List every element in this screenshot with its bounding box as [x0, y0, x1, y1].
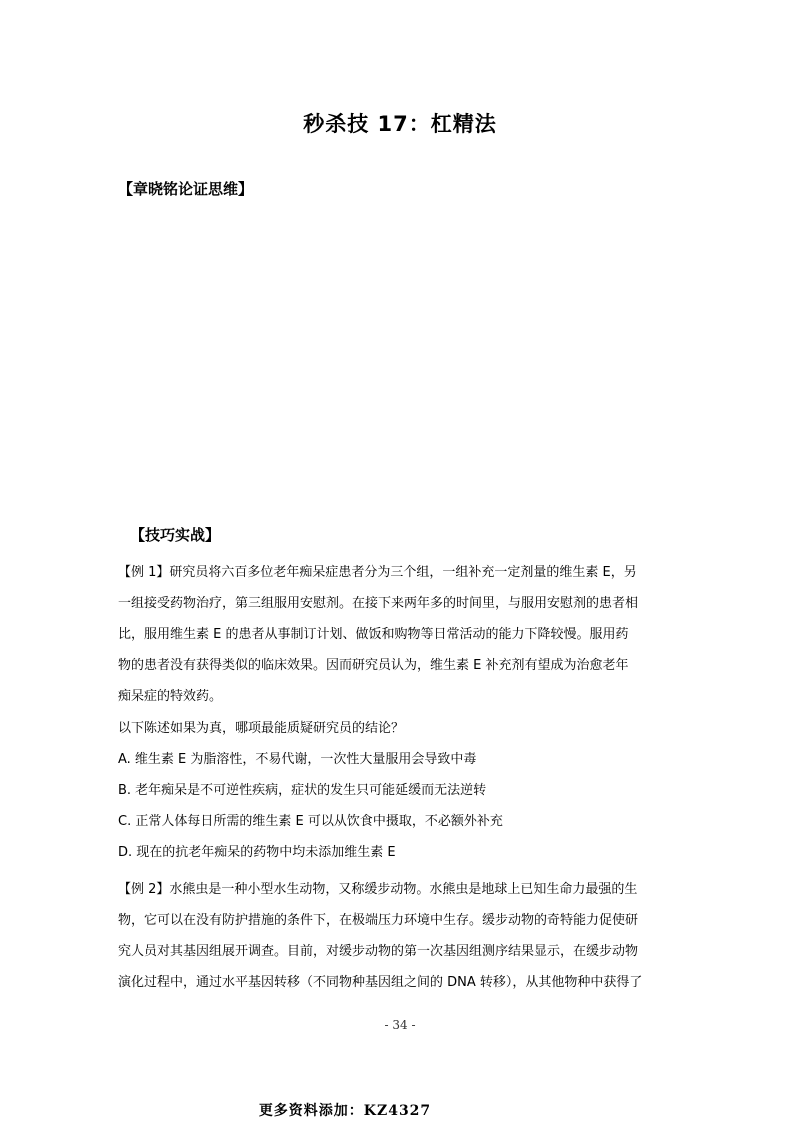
- question-text: 以下陈述如果为真，哪项最能质疑研究员的结论？: [118, 721, 405, 736]
- text-line: 比，服用维生素 E 的患者从事制订计划、做饭和购物等日常活动的能力下降较慢。服用药: [118, 627, 629, 642]
- example-1-question: [118, 713, 683, 744]
- option-c: C. 正常人体每日所需的维生素 E 可以从饮食中摄取，不必额外补充: [118, 814, 503, 829]
- text-line: 一组接受药物治疗，第三组服用安慰剂。在接下来两年多的时间里，与服用安慰剂的患者相: [118, 596, 639, 611]
- example-1-options: [118, 744, 683, 868]
- option-b: B. 老年痴呆是不可逆性疾病，症状的发生只可能延缓而无法逆转: [118, 783, 487, 798]
- page-title: 秒杀技 17：杠精法: [303, 112, 497, 136]
- option-a: A. 维生素 E 为脂溶性，不易代谢，一次性大量服用会导致中毒: [118, 752, 477, 767]
- text-line: 究人员对其基因组展开调查。目前，对缓步动物的第一次基因组测序结果显示，在缓步动物: [118, 944, 639, 959]
- footer-note: 更多资料添加：KZ4327: [258, 1103, 432, 1119]
- text-line: 【例 1】研究员将六百多位老年痴呆症患者分为三个组，一组补充一定剂量的维生素 E，另: [118, 565, 637, 580]
- page-number: - 34 -: [384, 1018, 416, 1032]
- example-2-paragraph: [118, 874, 683, 998]
- text-line: 物，它可以在没有防护措施的条件下，在极端压力环境中生存。缓步动物的奇特能力促使研: [118, 913, 639, 928]
- text-line: 痴呆症的特效药。: [118, 689, 223, 704]
- text-line: 物的患者没有获得类似的临床效果。因而研究员认为，维生素 E 补充剂有望成为治愈老年: [118, 658, 629, 673]
- section-heading-practice: 【技巧实战】: [130, 526, 221, 544]
- example-1-paragraph: [118, 557, 683, 712]
- option-d: D. 现在的抗老年痴呆的药物中均未添加维生素 E: [118, 845, 396, 860]
- text-line: 【例 2】水熊虫是一种小型水生动物，又称缓步动物。水熊虫是地球上已知生命力最强的生: [118, 882, 638, 897]
- text-line: 演化过程中，通过水平基因转移（不同物种基因组之间的 DNA 转移），从其他物种中获得了: [118, 975, 643, 990]
- section-heading-thinking: 【章晓铭论证思维】: [118, 180, 254, 198]
